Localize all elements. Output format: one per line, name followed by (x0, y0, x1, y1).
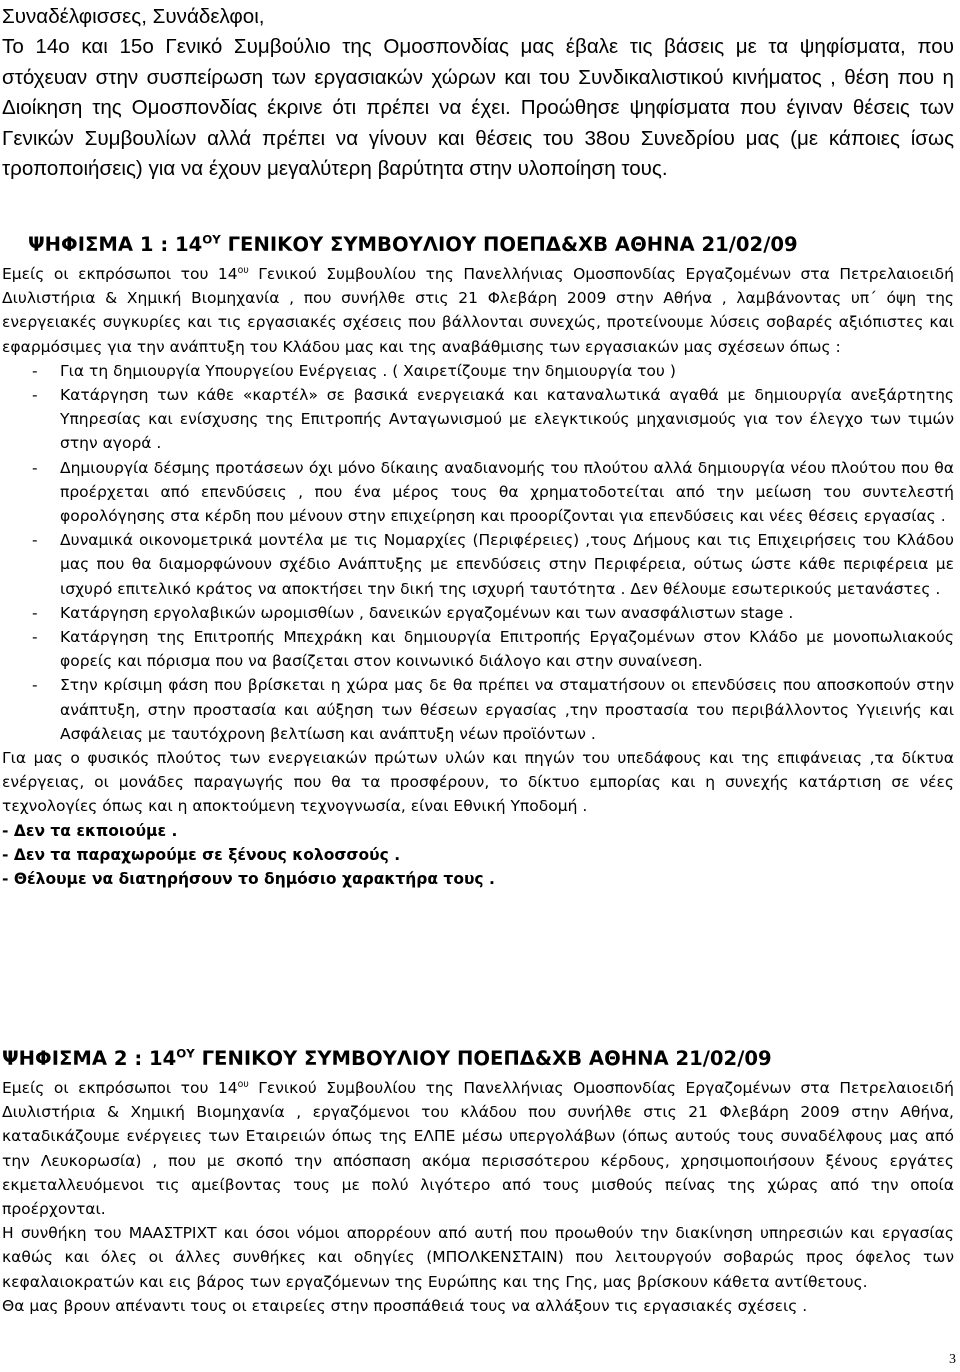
salutation: Συναδέλφισσες, Συνάδελφοι, (2, 5, 265, 28)
resolution-1-intro: Εμείς οι εκπρόσωποι του $14^{o\upsilon}$ Γενικού Συμβουλίου της Πανελλήνιας Ομοσπονδίας Εργαζομένων στα Πετρελαιοειδή Διυλιστήρια & Χημική Βιομηχανία , που συνήλθε στις 21 Φλεβάρη 2009 στην Αθήνα , λαμβάνοντας υπ΄ όψη της ενεργειακές συγκυρίες και τις εργασιακές σχέσεις που βάλλονται συνεχώς, προτείνουμε λύσεις σοβαρές αξιόπιστες και εφαρμόσιμες για την ανάπτυξη του Κλάδου μας και της αναβάθμισης των εργασιακών μας σχέσεων όπως : (2, 264, 954, 356)
resolution-2-title: ΨΗΦΙΣΜΑ 2 : $14^{O\Upsilon}$ ΓΕΝΙΚΟΥ ΣΥΜΒΟΥΛΙΟΥ ΠΟΕΠΔ&ΧΒ ΑΘΗΝΑ 21/02/09 (2, 1046, 772, 1070)
resolution-1 (2, 228, 954, 891)
resolution-2-paragraph-3: Θα μας βρουν απέναντι τους οι εταιρείες στην προσπάθειά τους να αλλάξουν τις εργασιακές σχέσεις . (2, 1296, 808, 1315)
demand-line: - Δεν τα εκποιούμε . (2, 821, 178, 840)
demand-line: - Δεν τα παραχωρούμε σε ξένους κολοσσούς . (2, 845, 401, 864)
resolution-2-intro: Εμείς οι εκπρόσωποι του $14^{o\upsilon}$ Γενικού Συμβουλίου της Πανελλήνιας Ομοσπονδίας Εργαζομένων στα Πετρελαιοειδή Διυλιστήρια & Χημική Βιομηχανία , εργαζόμενοι του κλάδου που συνήλθε στις 21 Φλεβάρη 2009 στην Αθήνα, καταδικάζουμε ενέργειες των Εταιρειών όπως της ΕΛΠΕ μέσω υπεργολάβων (όπως αυτούς τους συναδέλφους μας από την Λευκορωσία) , που με σκοπό την απόσπαση ακόμα περισσότερου κέρδους, χρησιμοποιήσουν ξένους εργάτες εκμεταλλευόμενοι τις αμείβοντας τους με πολύ λιγότερο από τους μισθούς πείνας της χώρας από την οποία προέρχονται. (2, 1078, 954, 1219)
resolution-2 (2, 1042, 954, 1318)
resolution-2-paragraph-2: Η συνθήκη του ΜΑΑΣΤΡΙΧΤ και όσοι νόμοι απορρέουν από αυτή που προωθούν την διακίνηση υπηρεσιών και εργασίας καθώς και όλες οι άλλες συνθήκες και οδηγίες (ΜΠΟΛΚΕΝΣΤΑΙΝ) που λειτουργούν σοβαρώς προς όφελος των κεφαλαιοκρατών και εις βάρος των εργαζόμενων της Ευρώπης και της Γης, μας βρίσκουν κάθετα αντίθετους. (2, 1224, 954, 1291)
intro-paragraph: Το 14ο και 15ο Γενικό Συμβούλιο της Ομοσπονδίας μας έβαλε τις βάσεις με τα ψηφίσματα, που στόχευαν στην συσπείρωση των εργασιακών χώρων και του Συνδικαλιστικού κινήματος , θέση που η Διοίκηση της Ομοσπονδίας έκρινε ότι πρέπει να έχει. Προώθησε ψηφίσματα που έγιναν θέσεις των Γενικών Συμβουλίων αλλά πρέπει να γίνουν και θέσεις του 38ου Συνεδρίου μας (με κάποιες ίσως τροποποιήσεις) για να έχουν μεγαλύτερη βαρύτητα στην υλοποίηση τους. (2, 35, 954, 181)
intro-section (2, 2, 954, 184)
list-item: - Για τη δημιουργία Υπουργείου Ενέργειας . ( Χαιρετίζουμε την δημιουργία του ) (2, 359, 954, 383)
list-item: - Δημιουργία δέσμης προτάσεων όχι μόνο δίκαιης αναδιανομής του πλούτου αλλά δημιουργία νέου πλούτου που θα προέρχεται από επενδύσεις , που ένα μέρος τους θα χρηματοδοτείται από την μείωση του συντελεστή φορολόγησης στα κέρδη που μένουν στην επιχείρηση και προορίζονται για επενδύσεις και νέες θέσεις εργασίας . (2, 456, 954, 529)
list-item: - Στην κρίσιμη φάση που βρίσκεται η χώρα μας δε θα πρέπει να σταματήσουν οι επενδύσεις που αποσκοπούν στην ανάπτυξη, στην προστασία και αύξηση των θέσεων εργασίας ,την προστασία του περιβάλλοντος Υγιεινής και Ασφάλειας με ταυτόχρονη βελτίωση και ανάπτυξη νέων προϊόντων . (2, 673, 954, 746)
list-item: - Δυναμικά οικονομετρικά μοντέλα με τις Νομαρχίες (Περιφέρειες) ,τους Δήμους και τις Επιχειρήσεις του Κλάδου μας που θα διαμορφώνουν σχέδιο Ανάπτυξης με επενδύσεις στην Περιφέρεια, ούτως ώστε κάθε περιφέρεια με ισχυρό επιτελικό κράτος να αποκτήσει την δική της ισχυρή ταυτότητα . Δεν θέλουμε εσωτερικούς μετανάστες . (2, 528, 954, 601)
list-item: - Κατάργηση των κάθε «καρτέλ» σε βασικά ενεργειακά και καταναλωτικά αγαθά με δημιουργία ανεξάρτητης Υπηρεσίας και ενίσχυσης της Επιτροπής Ανταγωνισμού με ελεγκτικούς μηχανισμούς για τον έλεγχο των τιμών στην αγορά . (2, 383, 954, 456)
demand-line: - Θέλουμε να διατηρήσουν το δημόσιο χαρακτήρα τους . (2, 870, 495, 889)
resolution-1-title: ΨΗΦΙΣΜΑ 1 : $14^{O\Upsilon}$ ΓΕΝΙΚΟΥ ΣΥΜΒΟΥΛΙΟΥ ΠΟΕΠΔ&ΧΒ ΑΘΗΝΑ 21/02/09 (28, 232, 798, 256)
resolution-1-closing: Για μας ο φυσικός πλούτος των ενεργειακών πρώτων υλών και πηγών του υπεδάφους και της επιφάνειας ,τα δίκτυα ενέργειας, οι μονάδες παραγωγής που θα τα προσφέρουν, το δίκτυο εμπορίας και η συνεχής κατάρτιση σε νέες τεχνολογίες όπως και η αποκτούμενη τεχνογνωσία, είναι Εθνική Υποδομή . (2, 749, 954, 816)
resolution-1-list (2, 359, 954, 746)
list-item: - Κατάργηση εργολαβικών ωρομισθίων , δανεικών εργαζομένων και των ανασφάλιστων stage . (2, 601, 954, 625)
page-number: 3 (949, 1352, 956, 1367)
list-item: - Κατάργηση της Επιτροπής Μπεχράκη και δημιουργία Επιτροπής Εργαζομένων στον Κλάδο με μονοπωλιακούς φορείς και πόρισμα που να βασίζεται στον κοινωνικό διάλογο και στην συναίνεση. (2, 625, 954, 673)
